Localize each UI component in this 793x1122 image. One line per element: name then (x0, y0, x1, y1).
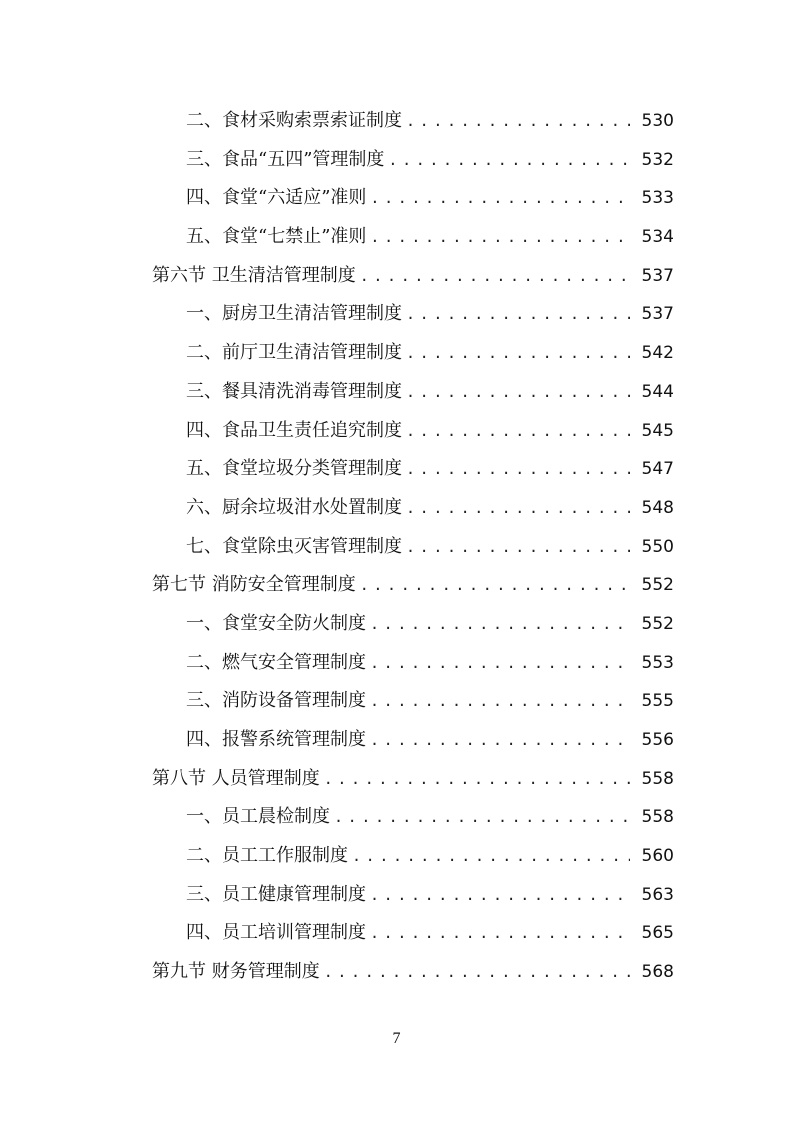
toc-entry-label: 四、员工培训管理制度 (186, 922, 366, 944)
toc-entry-label: 四、食品卫生责任追究制度 (186, 419, 402, 441)
toc-item-entry[interactable] (0, 644, 793, 683)
toc-section-entry[interactable] (0, 566, 793, 605)
toc-item-entry[interactable] (0, 837, 793, 876)
toc-item-entry[interactable] (0, 412, 793, 451)
page-number: 7 (392, 1030, 401, 1047)
toc-entry-label: 三、餐具清洗消毒管理制度 (186, 380, 402, 402)
dot-leader (406, 412, 630, 451)
toc-page-number: 565 (641, 923, 674, 944)
toc-item-entry[interactable] (0, 798, 793, 837)
toc-page-number: 548 (641, 497, 674, 518)
toc-item-entry[interactable] (0, 334, 793, 373)
toc-page-number: 542 (641, 343, 674, 364)
toc-page-number: 544 (641, 381, 674, 402)
toc-page-number: 560 (641, 846, 674, 867)
dot-leader (334, 798, 630, 837)
dot-leader (324, 760, 630, 799)
dot-leader (370, 682, 630, 721)
toc-section-entry[interactable] (0, 257, 793, 296)
dot-leader (324, 953, 630, 992)
toc-entry-label: 一、厨房卫生清洁管理制度 (186, 303, 402, 325)
toc-entry-label: 四、报警系统管理制度 (186, 729, 366, 750)
toc-entry-label: 第七节 消防安全管理制度 (152, 574, 356, 596)
toc-entry-label: 七、食堂除虫灭害管理制度 (186, 535, 402, 557)
toc-item-entry[interactable] (0, 218, 793, 257)
toc-page-number: 534 (641, 227, 674, 248)
toc-entry-label: 六、厨余垃圾泔水处置制度 (186, 496, 402, 518)
toc-item-entry[interactable] (0, 605, 793, 644)
dot-leader (406, 450, 630, 489)
toc-entry-label: 三、消防设备管理制度 (186, 690, 366, 712)
toc-entry-label: 第九节 财务管理制度 (152, 961, 320, 983)
toc-entry-label: 二、燃气安全管理制度 (186, 651, 366, 673)
toc-entry-label: 一、食堂安全防火制度 (186, 612, 366, 634)
toc-entry-label: 四、食堂“六适应”准则 (186, 187, 367, 209)
toc-page-number: 558 (641, 807, 674, 828)
toc-entry-label: 第六节 卫生清洁管理制度 (152, 264, 356, 286)
toc-page-number: 552 (641, 575, 674, 596)
toc-page-number: 537 (641, 265, 674, 286)
toc-entry-label: 三、员工健康管理制度 (186, 883, 366, 905)
dot-leader (370, 721, 630, 760)
dot-leader (370, 605, 630, 644)
dot-leader (406, 528, 630, 567)
toc-entry-label: 二、员工工作服制度 (186, 845, 348, 867)
toc-item-entry[interactable] (0, 528, 793, 567)
toc-page-number: 568 (641, 962, 674, 983)
toc-item-entry[interactable] (0, 489, 793, 528)
toc-page-number: 533 (641, 188, 674, 209)
toc-page-number: 553 (641, 652, 674, 673)
toc-page-number: 530 (641, 111, 674, 131)
dot-leader (370, 644, 630, 683)
toc-entry-label: 五、食堂垃圾分类管理制度 (186, 458, 402, 480)
toc-item-entry[interactable] (0, 102, 793, 141)
toc-page-number: 550 (641, 536, 674, 557)
toc-page-number: 558 (641, 768, 674, 789)
toc-page-number: 555 (641, 691, 674, 712)
toc-item-entry[interactable] (0, 373, 793, 412)
toc-item-entry[interactable] (0, 721, 793, 760)
dot-leader (406, 489, 630, 528)
toc-section-entry[interactable] (0, 953, 793, 992)
dot-leader (370, 876, 630, 915)
toc-page-number: 532 (641, 149, 674, 170)
toc-page-number: 556 (641, 730, 674, 750)
toc-entry-label: 二、前厅卫生清洁管理制度 (186, 342, 402, 364)
dot-leader (406, 295, 630, 334)
toc-entry-label: 二、食材采购索票索证制度 (186, 110, 402, 131)
toc-item-entry[interactable] (0, 295, 793, 334)
toc-entry-label: 三、食品“五四”管理制度 (186, 148, 385, 170)
toc-page-number: 552 (641, 613, 674, 634)
toc-item-entry[interactable] (0, 682, 793, 721)
toc-item-entry[interactable] (0, 914, 793, 953)
toc-item-entry[interactable] (0, 179, 793, 218)
dot-leader (360, 566, 630, 605)
toc-page-number: 537 (641, 304, 674, 325)
dot-leader (360, 257, 630, 296)
toc-page-number: 563 (641, 884, 674, 905)
toc-page-number: 547 (641, 459, 674, 480)
toc-section-entry[interactable] (0, 760, 793, 799)
toc-entry-label: 五、食堂“七禁止”准则 (186, 226, 367, 248)
dot-leader (406, 373, 630, 412)
table-of-contents (0, 102, 793, 992)
dot-leader (370, 914, 630, 953)
dot-leader (370, 218, 630, 257)
toc-entry-label: 第八节 人员管理制度 (152, 767, 320, 789)
dot-leader (406, 334, 630, 373)
dot-leader (352, 837, 630, 876)
toc-item-entry[interactable] (0, 876, 793, 915)
dot-leader (406, 102, 630, 141)
dot-leader (370, 179, 630, 218)
dot-leader (388, 141, 630, 180)
toc-item-entry[interactable] (0, 141, 793, 180)
toc-item-entry[interactable] (0, 450, 793, 489)
toc-page-number: 545 (641, 420, 674, 441)
toc-entry-label: 一、员工晨检制度 (186, 806, 330, 828)
